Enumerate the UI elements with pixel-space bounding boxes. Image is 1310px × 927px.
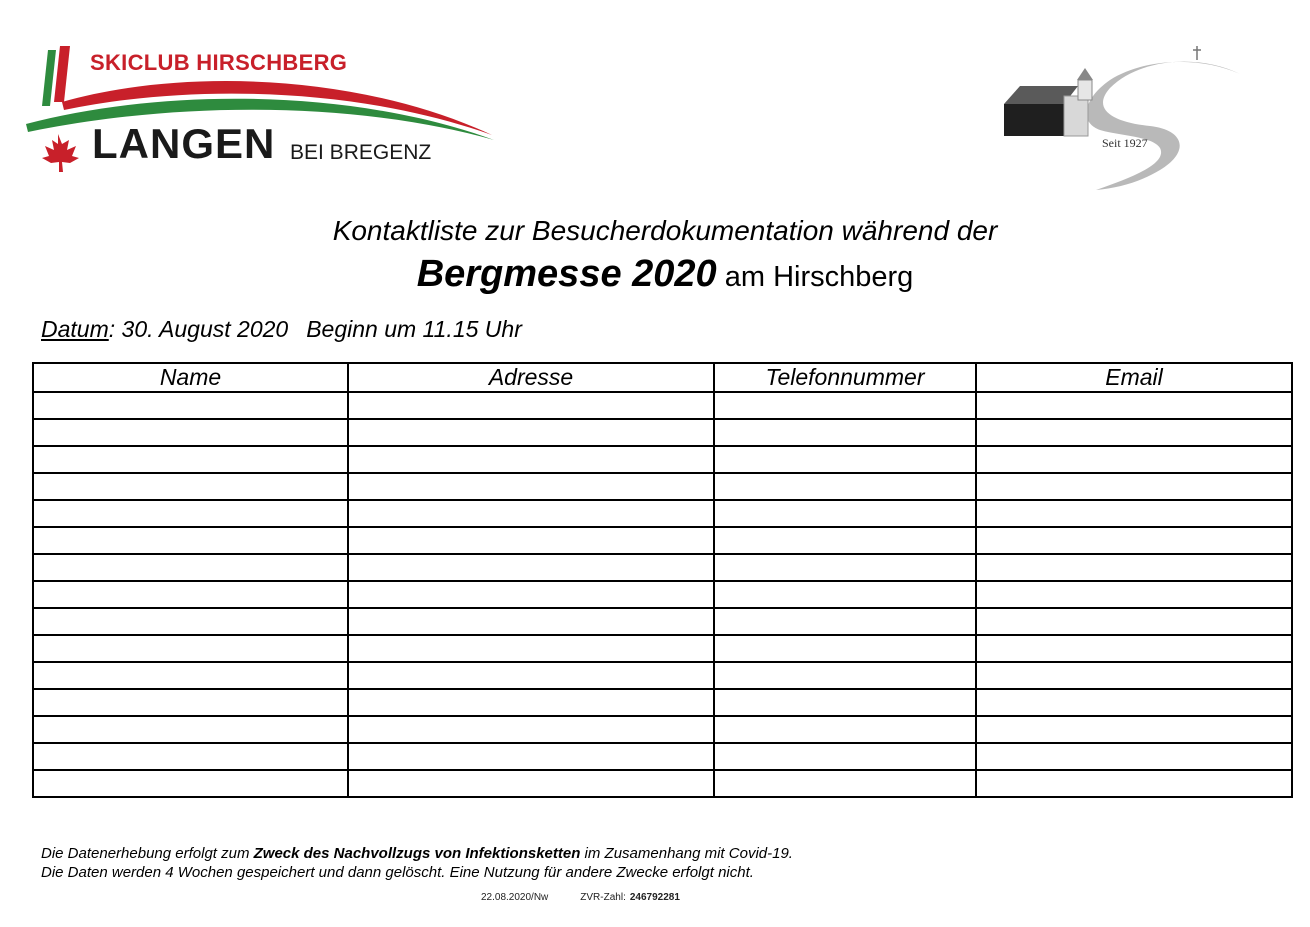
column-header-email: Email [976,363,1292,392]
table-cell-name[interactable] [33,743,348,770]
chapel-side [1064,96,1088,136]
table-cell-phone[interactable] [714,500,976,527]
cross-icon [1193,46,1201,60]
table-row [33,500,1292,527]
column-header-name: Name [33,363,348,392]
table-row [33,770,1292,797]
founded-year: Seit 1927 [1102,136,1148,150]
maple-leaf-icon [42,134,79,172]
table-cell-email[interactable] [976,500,1292,527]
table-cell-address[interactable] [348,446,714,473]
s-swoosh-shape [1087,62,1240,190]
table-cell-name[interactable] [33,392,348,419]
column-header-address: Adresse [348,363,714,392]
table-cell-address[interactable] [348,500,714,527]
table-row [33,581,1292,608]
privacy-note [41,844,793,882]
logo-green-bar [42,50,56,106]
table-cell-name[interactable] [33,689,348,716]
table-row [33,392,1292,419]
column-header-phone: Telefonnummer [714,363,976,392]
table-cell-address[interactable] [348,419,714,446]
event-location: am Hirschberg [716,261,914,293]
purpose-text: Zweck des Nachvollzugs von Infektionsketten [253,845,581,862]
table-cell-address[interactable] [348,608,714,635]
table-cell-name[interactable] [33,419,348,446]
table-row [33,527,1292,554]
club-name: SKICLUB HIRSCHBERG [90,50,348,75]
table-cell-name[interactable] [33,446,348,473]
table-cell-phone[interactable] [714,554,976,581]
table-row [33,662,1292,689]
table-cell-phone[interactable] [714,473,976,500]
table-cell-address[interactable] [348,554,714,581]
table-cell-name[interactable] [33,770,348,797]
footer [481,892,680,903]
table-cell-email[interactable] [976,473,1292,500]
table-cell-address[interactable] [348,473,714,500]
table-cell-email[interactable] [976,581,1292,608]
begin-time: Beginn um 11.15 Uhr [306,316,522,342]
date-line [41,316,522,343]
table-header-row [33,363,1292,392]
table-row [33,608,1292,635]
contact-table [32,362,1293,798]
town-subtitle: BEI BREGENZ [290,141,432,164]
table-cell-phone[interactable] [714,635,976,662]
town-name: LANGEN [92,120,276,167]
footer-date: 22.08.2020/Nw [481,892,549,903]
privacy-note-line1: Die Datenerhebung erfolgt zum Zweck des Nachvollzugs von Infektionsketten im Zusamenhang mit Covid-19. [41,845,793,862]
table-cell-phone[interactable] [714,392,976,419]
table-row [33,743,1292,770]
chapel-tower [1078,80,1092,100]
date-label: Datum [41,316,109,342]
table-cell-email[interactable] [976,770,1292,797]
table-row [33,554,1292,581]
table-row [33,635,1292,662]
table-cell-phone[interactable] [714,662,976,689]
table-cell-phone[interactable] [714,581,976,608]
table-row [33,473,1292,500]
table-cell-name[interactable] [33,500,348,527]
table-cell-email[interactable] [976,662,1292,689]
chapel-logo [1000,40,1250,195]
table-cell-phone[interactable] [714,608,976,635]
table-cell-address[interactable] [348,770,714,797]
table-cell-email[interactable] [976,554,1292,581]
table-cell-address[interactable] [348,527,714,554]
table-cell-name[interactable] [33,635,348,662]
table-cell-email[interactable] [976,716,1292,743]
chapel-graphic [1000,40,1250,195]
table-cell-address[interactable] [348,635,714,662]
table-cell-address[interactable] [348,662,714,689]
table-row [33,716,1292,743]
table-cell-address[interactable] [348,581,714,608]
table-cell-address[interactable] [348,743,714,770]
table-cell-name[interactable] [33,716,348,743]
table-cell-email[interactable] [976,392,1292,419]
table-cell-phone[interactable] [714,527,976,554]
table-cell-name[interactable] [33,662,348,689]
table-cell-email[interactable] [976,419,1292,446]
document-title: Kontaktliste zur Besucherdokumentation während der [332,215,998,246]
table-cell-phone[interactable] [714,689,976,716]
table-cell-name[interactable] [33,581,348,608]
table-cell-email[interactable] [976,689,1292,716]
skiclub-logo [22,40,502,175]
table-cell-email[interactable] [976,446,1292,473]
date-value: : 30. August 2020 [108,316,289,342]
logo-red-bar [54,46,70,102]
table-cell-phone[interactable] [714,419,976,446]
table-cell-email[interactable] [976,635,1292,662]
table-cell-address[interactable] [348,392,714,419]
privacy-note-line2: Die Daten werden 4 Wochen gespeichert und dann gelöscht. Eine Nutzung für andere Zwecke erfolgt nicht. [41,864,754,881]
table-row [33,689,1292,716]
table-cell-phone[interactable] [714,743,976,770]
table-cell-phone[interactable] [714,770,976,797]
chapel-wall [1004,104,1066,136]
chapel-tower-roof [1077,68,1093,80]
table-cell-email[interactable] [976,743,1292,770]
table-cell-email[interactable] [976,527,1292,554]
table-cell-address[interactable] [348,689,714,716]
table-cell-name[interactable] [33,608,348,635]
table-cell-phone[interactable] [714,446,976,473]
table-cell-phone[interactable] [714,716,976,743]
table-cell-name[interactable] [33,554,348,581]
zvr-label: ZVR-Zahl: [580,892,626,903]
table-cell-email[interactable] [976,608,1292,635]
table-cell-name[interactable] [33,473,348,500]
event-name: Bergmesse 2020 [416,253,717,295]
table-cell-name[interactable] [33,527,348,554]
zvr-number: 246792281 [629,892,680,903]
table-row [33,446,1292,473]
event-title [0,255,1310,293]
table-row [33,419,1292,446]
table-cell-address[interactable] [348,716,714,743]
